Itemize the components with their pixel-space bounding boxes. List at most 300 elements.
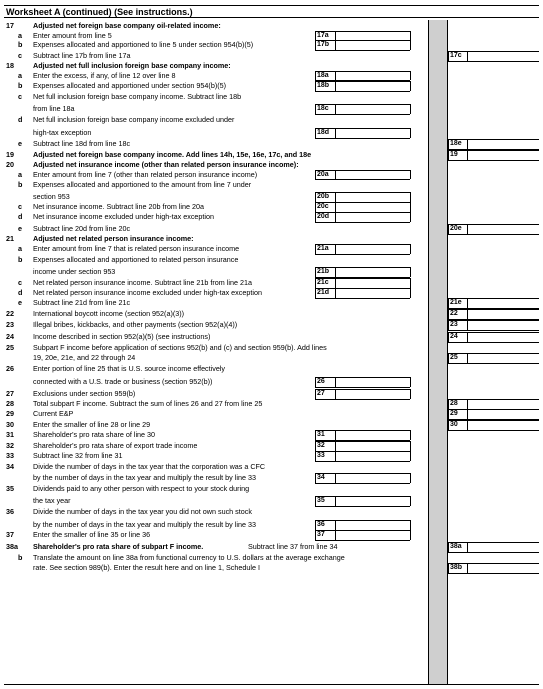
- box-rule: [467, 332, 468, 342]
- box-label: 21b: [317, 268, 330, 275]
- line-number: 18: [6, 61, 14, 70]
- line-21c: [0, 277, 543, 288]
- box-rule: [448, 353, 449, 363]
- box-rule: [410, 128, 411, 138]
- box-rule: [315, 40, 316, 50]
- box-rule: [315, 530, 316, 540]
- box-rule: [335, 267, 336, 277]
- box-rule: [335, 212, 336, 222]
- box-rule: [315, 473, 316, 483]
- line-number: 35: [6, 484, 14, 493]
- box-label: 38a: [450, 543, 462, 550]
- box-label: 31: [317, 431, 325, 438]
- box-rule: [335, 71, 336, 80]
- box-rule: [448, 353, 539, 354]
- box-rule: [448, 399, 539, 400]
- box-rule: [315, 91, 410, 92]
- line-number: 34: [6, 462, 14, 471]
- box-rule: [448, 563, 539, 564]
- line-description: Adjusted net foreign base company oil-related income:: [33, 21, 221, 30]
- box-rule: [315, 170, 316, 179]
- box-rule: [315, 202, 316, 212]
- line-number: 33: [6, 451, 14, 460]
- box-rule: [410, 244, 411, 254]
- box-rule: [448, 298, 539, 299]
- line-description-cont: from line 18a: [33, 104, 75, 113]
- sub-line-letter: b: [18, 255, 23, 264]
- box-rule: [315, 254, 410, 255]
- box-label: 18e: [450, 140, 462, 147]
- box-label: 28: [450, 400, 458, 407]
- line-number: 38a: [6, 542, 18, 551]
- box-label: 20d: [317, 213, 330, 220]
- box-rule: [448, 298, 449, 308]
- box-rule: [315, 288, 410, 289]
- box-rule: [315, 473, 410, 474]
- line-description: Exclusions under section 959(b): [33, 389, 136, 398]
- line-description: Income described in section 952(a)(5) (see instructions): [33, 332, 211, 341]
- box-rule: [448, 573, 539, 574]
- line-description-cont: section 953: [33, 192, 70, 201]
- line-description: Net insurance income. Subtract line 20b from line 20a: [33, 202, 204, 211]
- line-description-cont: income under section 953: [33, 267, 116, 276]
- box-label: 20c: [317, 203, 329, 210]
- line-36: [0, 506, 543, 530]
- box-rule: [410, 377, 411, 387]
- line-description: Expenses allocated and apportioned under section 954(b)(5): [33, 81, 226, 90]
- line-description: Enter amount from line 5: [33, 31, 112, 40]
- box-rule: [448, 150, 539, 151]
- line-31: [0, 430, 543, 440]
- line-number: 21: [6, 234, 14, 243]
- line-21a: [0, 244, 543, 254]
- box-rule: [448, 542, 449, 552]
- box-rule: [410, 170, 411, 179]
- sub-line-letter: c: [18, 92, 22, 101]
- box-label: 36: [317, 521, 325, 528]
- box-rule: [448, 342, 539, 343]
- line-18a: [0, 71, 543, 80]
- box-rule: [315, 461, 410, 462]
- box-rule: [448, 224, 449, 234]
- box-rule: [467, 563, 468, 573]
- box-rule: [315, 267, 410, 268]
- box-label: 20e: [450, 225, 462, 232]
- line-37: [0, 530, 543, 540]
- box-rule: [335, 192, 336, 202]
- box-rule: [335, 31, 336, 40]
- sub-line-letter: b: [18, 553, 23, 562]
- line-number: 36: [6, 507, 14, 516]
- box-rule: [410, 267, 411, 277]
- box-rule: [315, 377, 410, 378]
- box-rule: [315, 441, 316, 451]
- line-number: 22: [6, 309, 14, 318]
- box-rule: [448, 320, 539, 321]
- line-35: [0, 483, 543, 506]
- box-rule: [315, 71, 410, 72]
- box-rule: [335, 278, 336, 288]
- line-number: 20: [6, 160, 14, 169]
- box-rule: [410, 71, 411, 80]
- box-rule: [467, 399, 468, 409]
- box-rule: [315, 81, 410, 82]
- box-label: 18c: [317, 105, 329, 112]
- line-description-cont: Subtract line 37 from line 34: [248, 542, 338, 551]
- box-label: 27: [317, 390, 325, 397]
- box-rule: [315, 530, 410, 531]
- line-number: 23: [6, 320, 14, 329]
- line-description: Current E&P: [33, 409, 74, 418]
- line-description: Subpart F income before application of sections 952(b) and (c) and section 959(b). Add lines: [33, 343, 327, 352]
- box-rule: [448, 309, 539, 310]
- box-rule: [335, 170, 336, 179]
- sub-line-letter: a: [18, 71, 22, 80]
- sub-line-letter: c: [18, 202, 22, 211]
- line-number: 24: [6, 332, 14, 341]
- box-rule: [315, 520, 410, 521]
- sub-line-letter: e: [18, 224, 22, 233]
- box-rule: [315, 389, 410, 390]
- box-rule: [335, 40, 336, 50]
- box-rule: [467, 51, 468, 61]
- box-rule: [315, 179, 410, 180]
- line-number: 29: [6, 409, 14, 418]
- box-rule: [448, 563, 449, 573]
- sub-line-letter: b: [18, 40, 23, 49]
- line-20: [0, 160, 543, 170]
- box-rule: [315, 128, 410, 129]
- line-21e: [0, 298, 543, 308]
- box-rule: [410, 389, 411, 399]
- line-29: [0, 409, 543, 419]
- box-rule: [315, 202, 410, 203]
- box-rule: [410, 192, 411, 202]
- box-label: 29: [450, 410, 458, 417]
- box-rule: [315, 114, 410, 115]
- box-rule: [335, 104, 336, 114]
- box-rule: [315, 451, 410, 452]
- box-label: 25: [450, 354, 458, 361]
- line-number: 32: [6, 441, 14, 450]
- box-rule: [315, 81, 316, 91]
- box-rule: [448, 330, 539, 331]
- box-rule: [448, 552, 539, 553]
- box-rule: [315, 483, 410, 484]
- box-rule: [315, 288, 316, 298]
- line-description-cont: the tax year: [33, 496, 71, 505]
- box-rule: [448, 542, 539, 543]
- box-label: 24: [450, 333, 458, 340]
- line-number: 19: [6, 150, 14, 159]
- box-rule: [315, 170, 410, 171]
- sub-line-letter: b: [18, 81, 23, 90]
- box-rule: [315, 496, 410, 497]
- box-rule: [410, 202, 411, 212]
- box-rule: [448, 420, 449, 430]
- line-description: Net full inclusion foreign base company income. Subtract line 18b: [33, 92, 242, 101]
- box-rule: [315, 212, 316, 222]
- box-rule: [448, 332, 449, 342]
- box-rule: [448, 160, 539, 161]
- box-rule: [315, 540, 410, 541]
- line-description: Net insurance income excluded under high-tax exception: [33, 212, 214, 221]
- box-rule: [335, 128, 336, 138]
- line-description: Subtract line 17b from line 17a: [33, 51, 131, 60]
- box-rule: [467, 224, 468, 234]
- box-rule: [448, 150, 449, 160]
- box-label: 30: [450, 421, 458, 428]
- box-label: 20b: [317, 193, 330, 200]
- box-label: 21e: [450, 299, 462, 306]
- sub-line-letter: d: [18, 212, 23, 221]
- line-18b: [0, 80, 543, 91]
- box-rule: [315, 244, 316, 254]
- box-rule: [410, 31, 411, 40]
- box-label: 38b: [450, 564, 463, 571]
- box-rule: [315, 387, 410, 388]
- line-description: Enter the smaller of line 28 or line 29: [33, 420, 151, 429]
- box-rule: [315, 138, 410, 139]
- line-33: [0, 451, 543, 461]
- line-description: Net full inclusion foreign base company income excluded under: [33, 115, 235, 124]
- line-description: Subtract line 18d from line 18c: [33, 139, 131, 148]
- box-label: 33: [317, 452, 325, 459]
- line-18d: [0, 114, 543, 138]
- line-description: Expenses allocated and apportioned to related person insurance: [33, 255, 239, 264]
- line-20a: [0, 170, 543, 179]
- box-label: 22: [450, 310, 458, 317]
- line-27: [0, 387, 543, 399]
- box-rule: [467, 409, 468, 419]
- box-rule: [335, 520, 336, 530]
- box-rule: [410, 104, 411, 114]
- box-rule: [410, 520, 411, 530]
- line-description: International boycott income (section 952(a)(3)): [33, 309, 185, 318]
- sub-line-letter: d: [18, 115, 23, 124]
- sub-line-letter: a: [18, 31, 22, 40]
- box-rule: [315, 506, 410, 507]
- line-number: 30: [6, 420, 14, 429]
- line-description: Illegal bribes, kickbacks, and other payments (section 952(a)(4)): [33, 320, 238, 329]
- box-rule: [335, 451, 336, 461]
- box-rule: [315, 71, 316, 80]
- line-description: Adjusted net insurance income (other than related person insurance income):: [33, 160, 299, 169]
- line-description-cont: by the number of days in the tax year and multiply the result by line 33: [33, 473, 256, 482]
- line-number: 31: [6, 430, 14, 439]
- sub-line-letter: b: [18, 180, 23, 189]
- bottom-rule: [4, 684, 539, 685]
- box-rule: [315, 496, 316, 506]
- box-rule: [410, 288, 411, 298]
- box-label: 18b: [317, 82, 330, 89]
- box-rule: [335, 430, 336, 440]
- box-rule: [335, 530, 336, 540]
- line-description: Enter amount from line 7 that is related person insurance income: [33, 244, 240, 253]
- line-17b: [0, 40, 543, 50]
- line-description: Shareholder's pro rata share of line 30: [33, 430, 156, 439]
- line-description-cont: rate. See section 989(b). Enter the result here and on line 1, Schedule I: [33, 563, 260, 572]
- box-rule: [448, 409, 539, 410]
- line-description: Translate the amount on line 38a from functional currency to U.S. dollars at the average exchange: [33, 553, 345, 562]
- line-description: Expenses allocated and apportioned to the amount from line 7 under: [33, 180, 252, 189]
- box-rule: [448, 363, 539, 364]
- box-rule: [448, 139, 449, 149]
- line-28: [0, 399, 543, 409]
- column-rule: [428, 20, 429, 684]
- line-number: 27: [6, 389, 14, 398]
- line-description-cont: 19, 20e, 21e, and 22 through 24: [33, 353, 136, 362]
- box-rule: [315, 104, 316, 114]
- line-21d: [0, 288, 543, 298]
- box-rule: [448, 409, 449, 419]
- box-rule: [315, 244, 410, 245]
- line-17a: [0, 31, 543, 40]
- box-rule: [315, 441, 410, 442]
- box-label: 21a: [317, 245, 329, 252]
- line-number: 37: [6, 530, 14, 539]
- box-rule: [467, 353, 468, 363]
- column-rule: [447, 20, 448, 684]
- box-rule: [315, 40, 410, 41]
- line-17: [0, 20, 543, 31]
- line-description: Shareholder's pro rata share of export trade income: [33, 441, 198, 450]
- box-rule: [335, 81, 336, 91]
- line-description: Adjusted net foreign base company income. Add lines 14h, 15e, 16e, 17c, and 18e: [33, 150, 312, 159]
- line-18c: [0, 91, 543, 114]
- box-rule: [315, 377, 316, 387]
- box-rule: [335, 389, 336, 399]
- box-rule: [448, 51, 539, 52]
- box-rule: [410, 451, 411, 461]
- box-rule: [448, 420, 539, 421]
- sub-line-letter: c: [18, 278, 22, 287]
- line-description: Subtract line 32 from line 31: [33, 451, 123, 460]
- box-rule: [315, 399, 410, 400]
- box-rule: [410, 212, 411, 222]
- box-rule: [335, 473, 336, 483]
- box-label: 17c: [450, 52, 462, 59]
- box-rule: [315, 212, 410, 213]
- line-description-cont: high-tax exception: [33, 128, 92, 137]
- box-label: 21d: [317, 289, 330, 296]
- line-number: 17: [6, 21, 14, 30]
- box-rule: [335, 496, 336, 506]
- box-rule: [315, 222, 410, 223]
- box-rule: [410, 530, 411, 540]
- line-description: Adjusted net related person insurance income:: [33, 234, 194, 243]
- box-rule: [315, 50, 410, 51]
- line-34: [0, 461, 543, 483]
- line-number: 28: [6, 399, 14, 408]
- box-label: 37: [317, 531, 325, 538]
- box-label: 19: [450, 151, 458, 158]
- box-rule: [410, 430, 411, 440]
- line-26: [0, 363, 543, 387]
- box-rule: [467, 420, 468, 430]
- box-rule: [410, 473, 411, 483]
- box-label: 21c: [317, 279, 329, 286]
- box-label: 18a: [317, 72, 329, 79]
- shaded-column: [428, 20, 447, 684]
- line-description: Subtract line 21d from line 21c: [33, 298, 131, 307]
- box-label: 26: [317, 378, 325, 385]
- sub-line-letter: c: [18, 51, 22, 60]
- box-label: 34: [317, 474, 325, 481]
- box-rule: [315, 298, 410, 299]
- sub-line-letter: e: [18, 298, 22, 307]
- box-rule: [467, 542, 468, 552]
- box-rule: [448, 430, 539, 431]
- box-rule: [315, 31, 316, 40]
- box-rule: [410, 441, 411, 451]
- box-rule: [467, 320, 468, 330]
- box-label: 32: [317, 442, 325, 449]
- box-rule: [467, 139, 468, 149]
- box-rule: [315, 430, 316, 440]
- box-rule: [448, 139, 539, 140]
- box-rule: [467, 150, 468, 160]
- box-rule: [448, 234, 539, 235]
- line-20b: [0, 179, 543, 202]
- line-18: [0, 61, 543, 71]
- box-rule: [335, 244, 336, 254]
- box-rule: [335, 441, 336, 451]
- box-rule: [315, 278, 316, 288]
- line-20d: [0, 212, 543, 222]
- box-label: 17b: [317, 41, 330, 48]
- box-rule: [448, 320, 449, 330]
- line-description: Net related person insurance income. Subtract line 21b from line 21a: [33, 278, 252, 287]
- line-description: Dividends paid to any other person with respect to your stock during: [33, 484, 250, 493]
- box-rule: [315, 192, 316, 202]
- box-rule: [315, 128, 316, 138]
- box-rule: [467, 309, 468, 319]
- box-rule: [410, 278, 411, 288]
- line-21: [0, 234, 543, 244]
- box-rule: [448, 51, 449, 61]
- line-description-cont: by the number of days in the tax year and multiply the result by line 33: [33, 520, 256, 529]
- box-rule: [448, 61, 539, 62]
- line-description: Enter the smaller of line 35 or line 36: [33, 530, 151, 539]
- box-label: 17a: [317, 32, 329, 39]
- box-label: 20a: [317, 171, 329, 178]
- sub-line-letter: e: [18, 139, 22, 148]
- box-rule: [315, 451, 316, 461]
- line-21b: [0, 254, 543, 277]
- line-description: Adjusted net full inclusion foreign base company income:: [33, 61, 231, 70]
- box-rule: [448, 399, 449, 409]
- line-description: Subtract line 20d from line 20c: [33, 224, 131, 233]
- line-description: Enter amount from line 7 (other than related person insurance income): [33, 170, 258, 179]
- line-description: Shareholder's pro rata share of subpart F income.: [33, 542, 204, 551]
- box-rule: [448, 309, 449, 319]
- box-rule: [410, 496, 411, 506]
- box-rule: [315, 430, 410, 431]
- line-description: Expenses allocated and apportioned to line 5 under section 954(b)(5): [33, 40, 254, 49]
- box-rule: [335, 377, 336, 387]
- line-description: Net related person insurance income excluded under high-tax exception: [33, 288, 262, 297]
- line-description: Divide the number of days in the tax year you did not own such stock: [33, 507, 252, 516]
- line-description: Divide the number of days in the tax year that the corporation was a CFC: [33, 462, 266, 471]
- line-description: Total subpart F income. Subtract the sum of lines 26 and 27 from line 25: [33, 399, 263, 408]
- line-description: Enter the excess, if any, of line 12 over line 8: [33, 71, 176, 80]
- box-rule: [448, 224, 539, 225]
- box-rule: [315, 520, 316, 530]
- box-rule: [315, 278, 410, 279]
- line-description: Enter portion of line 25 that is U.S. source income effectively: [33, 364, 226, 373]
- box-rule: [467, 298, 468, 308]
